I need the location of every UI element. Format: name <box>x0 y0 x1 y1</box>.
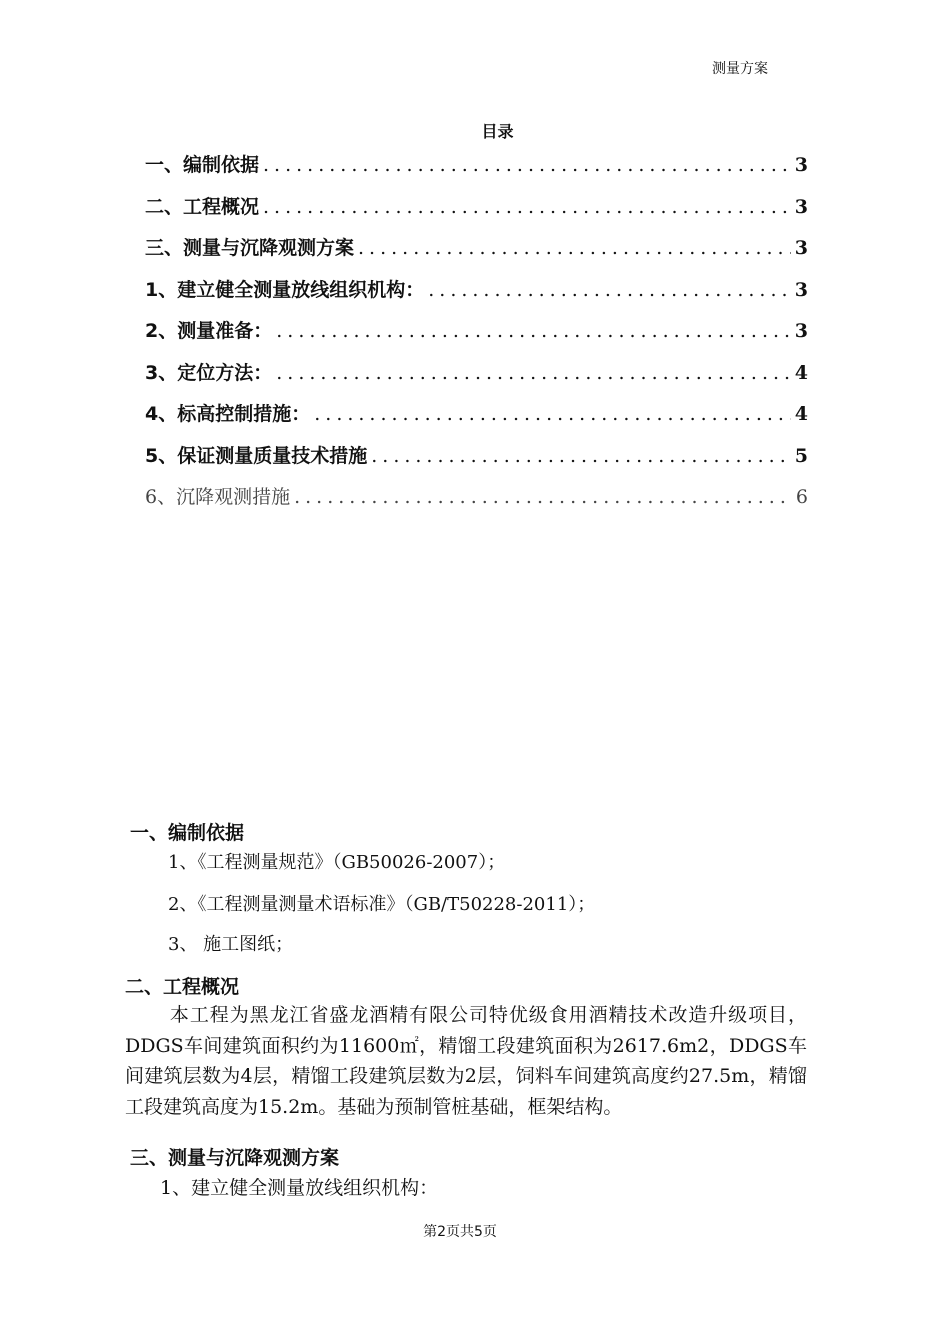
toc-entry-label: 1、建立健全测量放线组织机构： <box>145 278 425 301</box>
overview-text: 本工程为黑龙江省盛龙酒精有限公司特优级食用酒精技术改造升级项目，DDGS车间建筑面积约为11600㎡，精馏工段建筑面积为2617.6m2，DDGS车间建筑层数为4层，精馏工段建筑层数为2层，饲料车间建筑高度约27.5m，精馏工段建筑高度为15.2m。基础为预制管桩基础，框架结构。 <box>125 1004 807 1118</box>
toc-leader <box>371 445 791 467</box>
survey-subheading: 1、建立健全测量放线组织机构： <box>160 1177 439 1199</box>
toc-entry[interactable] <box>145 316 808 358</box>
toc-entry[interactable] <box>145 192 808 234</box>
toc-leader <box>358 237 791 259</box>
toc-entry-label: 二、工程概况 <box>145 195 260 218</box>
toc-title: 目录 <box>481 122 514 141</box>
toc-entry-page: 3 <box>794 154 808 176</box>
toc-entry-label: 6、沉降观测措施 <box>145 486 291 508</box>
toc-entry[interactable] <box>145 441 808 483</box>
page-footer: 第2页共5页 <box>423 1224 497 1240</box>
basis-item: 3、 施工图纸； <box>168 934 294 955</box>
running-header: 测量方案 <box>712 61 768 77</box>
toc-entry[interactable] <box>145 275 808 317</box>
toc-entry-label: 三、测量与沉降观测方案 <box>145 237 355 259</box>
toc-leader <box>314 403 791 425</box>
toc-entry[interactable] <box>145 233 808 275</box>
toc-entry[interactable] <box>145 482 808 524</box>
section-heading-overview: 二、工程概况 <box>125 976 240 998</box>
toc-entry-page: 6 <box>795 486 808 508</box>
toc-leader <box>263 154 791 176</box>
toc-entry-page: 4 <box>794 403 808 425</box>
toc-leader <box>276 362 791 384</box>
toc-leader <box>428 279 791 301</box>
toc-entry-page: 3 <box>794 195 808 218</box>
toc-entry-label: 一、编制依据 <box>145 154 260 176</box>
table-of-contents <box>145 150 808 524</box>
toc-entry-label: 4、标高控制措施： <box>145 403 311 425</box>
toc-entry-page: 3 <box>794 278 808 301</box>
basis-item: 2、《工程测量测量术语标准》（GB/T50228-2011）； <box>168 894 596 915</box>
section-heading-survey: 三、测量与沉降观测方案 <box>130 1147 340 1169</box>
toc-leader <box>276 320 791 342</box>
toc-entry-page: 5 <box>794 444 808 467</box>
toc-entry-page: 3 <box>794 237 808 259</box>
toc-entry[interactable] <box>145 150 808 192</box>
toc-entry-label: 2、测量准备： <box>145 320 273 342</box>
toc-entry[interactable] <box>145 358 808 400</box>
basis-item: 1、《工程测量规范》（GB50026-2007）； <box>168 852 506 873</box>
toc-entry-label: 5、保证测量质量技术措施 <box>145 444 368 467</box>
overview-paragraph <box>125 1000 807 1122</box>
section-heading-basis: 一、编制依据 <box>130 822 245 844</box>
toc-entry-page: 4 <box>794 361 808 384</box>
toc-leader <box>294 486 792 508</box>
toc-leader <box>263 196 791 218</box>
toc-entry-label: 3、定位方法： <box>145 361 273 384</box>
toc-entry[interactable] <box>145 399 808 441</box>
toc-entry-page: 3 <box>794 320 808 342</box>
